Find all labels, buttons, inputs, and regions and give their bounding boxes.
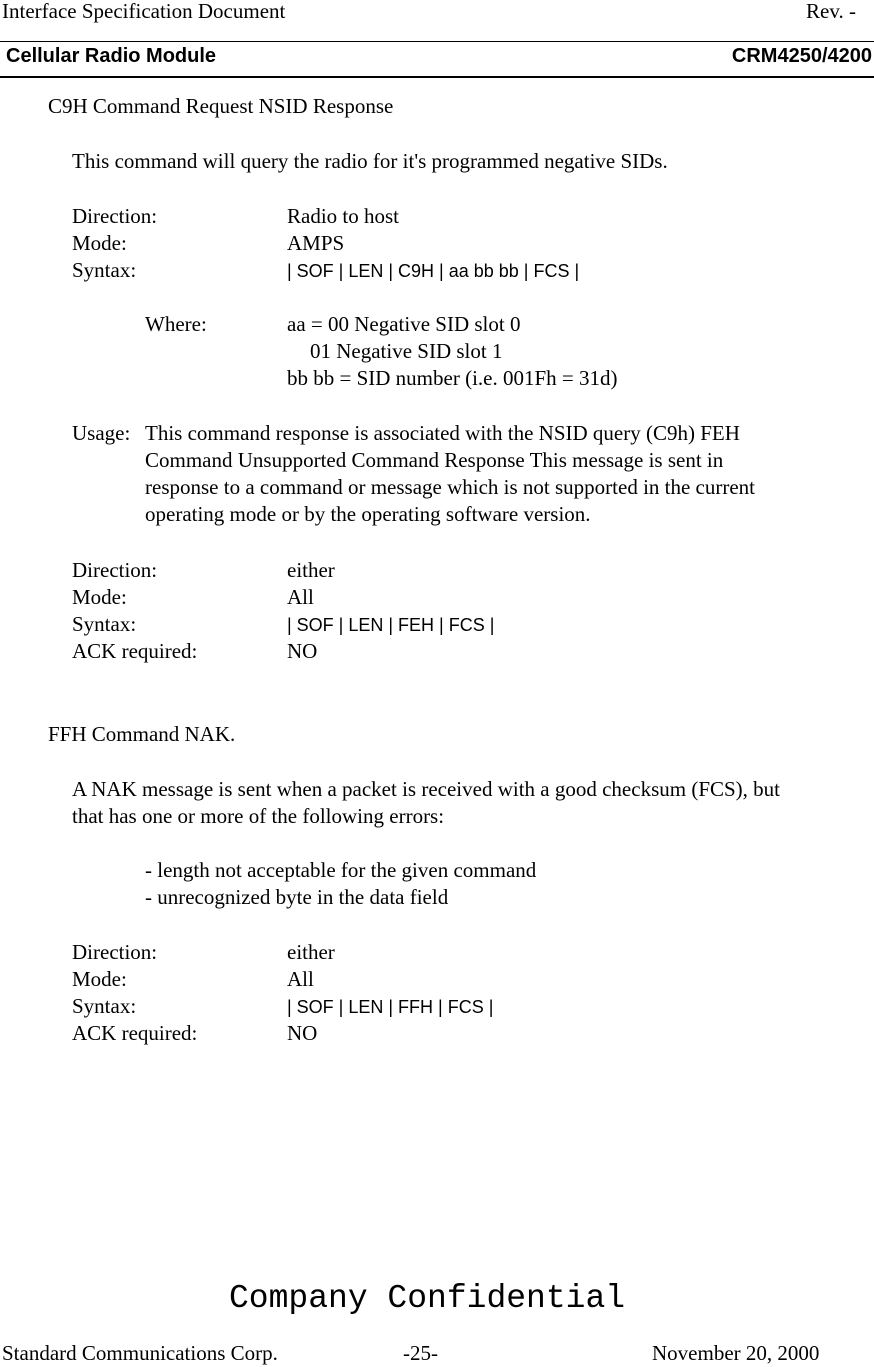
c9h-where-label: Where:: [145, 312, 207, 336]
footer-date: November 20, 2000: [652, 1341, 820, 1365]
c9h-where-line1: aa = 00 Negative SID slot 0: [287, 312, 521, 336]
ffh-heading: FFH Command NAK.: [48, 722, 236, 746]
footer-page-number: -25-: [403, 1341, 438, 1365]
usage-label: Usage:: [72, 421, 131, 445]
header-rule-top: [0, 41, 874, 42]
c9h-direction-label: Direction:: [72, 204, 158, 228]
ffh-syntax-value: | SOF | LEN | FFH | FCS |: [287, 997, 494, 1017]
c9h-mode-value: AMPS: [287, 231, 345, 255]
feh-ack-value: NO: [287, 639, 318, 663]
ffh-mode-label: Mode:: [72, 967, 127, 991]
model-number: CRM4250/4200: [731, 45, 872, 67]
c9h-where-line2: 01 Negative SID slot 1: [310, 339, 503, 363]
c9h-description: This command will query the radio for it's programmed negative SIDs.: [72, 149, 668, 173]
c9h-syntax-label: Syntax:: [72, 258, 137, 282]
usage-line-1: This command response is associated with the NSID query (C9h) FEH: [145, 421, 740, 445]
c9h-heading: C9H Command Request NSID Response: [48, 94, 394, 118]
c9h-direction-value: Radio to host: [287, 204, 400, 228]
ffh-description-line-2: that has one or more of the following errors:: [72, 804, 445, 828]
ffh-mode-value: All: [287, 967, 314, 991]
usage-line-3: response to a command or message which is not supported in the current: [145, 475, 756, 499]
feh-syntax-label: Syntax:: [72, 612, 137, 636]
c9h-mode-label: Mode:: [72, 231, 127, 255]
feh-ack-label: ACK required:: [72, 639, 198, 663]
usage-line-4: operating mode or by the operating software version.: [145, 502, 591, 526]
ffh-description-line-1: A NAK message is sent when a packet is received with a good checksum (FCS), but: [72, 777, 781, 801]
feh-mode-label: Mode:: [72, 585, 127, 609]
module-name: Cellular Radio Module: [6, 45, 217, 67]
ffh-ack-label: ACK required:: [72, 1021, 198, 1045]
feh-direction-label: Direction:: [72, 558, 158, 582]
ffh-error-1: - length not acceptable for the given command: [145, 858, 537, 882]
feh-syntax-value: | SOF | LEN | FEH | FCS |: [287, 615, 495, 635]
c9h-where-line3: bb bb = SID number (i.e. 001Fh = 31d): [287, 366, 618, 390]
ffh-ack-value: NO: [287, 1021, 318, 1045]
confidential-banner: Company Confidential: [229, 1280, 626, 1317]
document-title: Interface Specification Document: [2, 0, 286, 23]
footer-company: Standard Communications Corp.: [2, 1341, 278, 1365]
usage-line-2: Command Unsupported Command Response This message is sent in: [145, 448, 724, 472]
feh-mode-value: All: [287, 585, 314, 609]
header-rule-bottom: [0, 76, 874, 78]
ffh-syntax-label: Syntax:: [72, 994, 137, 1018]
feh-direction-value: either: [287, 558, 335, 582]
ffh-direction-label: Direction:: [72, 940, 158, 964]
ffh-error-2: - unrecognized byte in the data field: [145, 885, 449, 909]
revision-label: Rev. -: [806, 0, 856, 23]
ffh-direction-value: either: [287, 940, 335, 964]
c9h-syntax-value: | SOF | LEN | C9H | aa bb bb | FCS |: [287, 261, 580, 281]
